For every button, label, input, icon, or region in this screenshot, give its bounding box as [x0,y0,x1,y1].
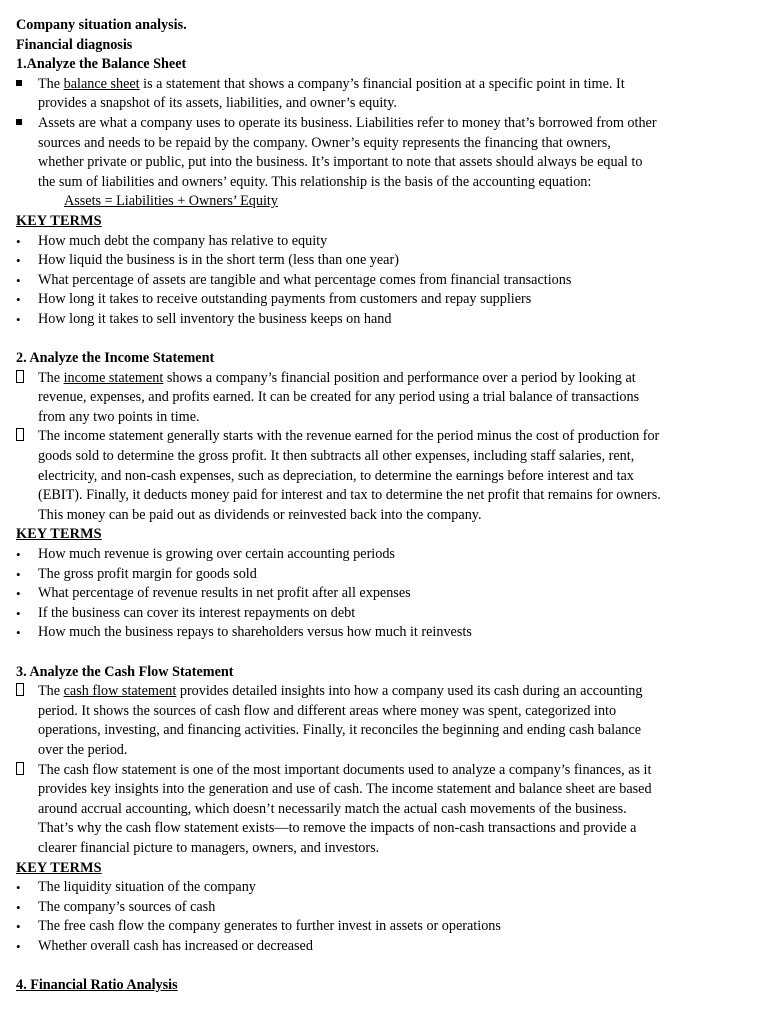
square-bullet-icon [16,75,32,95]
list-item: • How long it takes to receive outstanding payments from customers and repay suppliers [16,290,752,310]
key-terms-heading: KEY TERMS [16,859,102,876]
box-bullet-icon [16,682,32,702]
section-3-heading: 3. Analyze the Cash Flow Statement [16,663,234,680]
key-terms-heading: KEY TERMS [16,212,102,229]
box-bullet-icon [16,761,32,781]
list-item: • How much debt the company has relative to equity [16,232,752,252]
income-statement-link[interactable]: income statement [63,369,164,386]
cash-flow-paragraph: The cash flow statement provides detailed insights into how a company used its cash during an accounting period. It shows the sources of cash flow and different areas where money was spent, categorized into operations, investing, and financing activities. Finally, it reconciles the beginning and ending cash balance over the period. [16,682,752,760]
section-1-heading: 1.Analyze the Balance Sheet [16,56,187,73]
bullet-icon: • [16,919,21,935]
key-terms-list-1 [16,232,752,330]
list-item: • The gross profit margin for goods sold [16,565,752,585]
balance-sheet-link[interactable]: balance sheet [63,75,140,92]
bullet-icon: • [16,566,21,582]
key-terms-list-3 [16,878,752,956]
bullet-icon: • [16,272,21,288]
bullet-icon: • [16,625,21,641]
cash-flow-statement-link[interactable]: cash flow statement [63,683,177,700]
square-bullet-icon [16,114,32,134]
bullet-icon: • [16,292,21,308]
document-title: Company situation analysis. [16,17,187,33]
section-4-heading: 4. Financial Ratio Analysis [16,977,178,994]
list-item: • How long it takes to sell inventory the business keeps on hand [16,310,752,330]
list-item: • How much revenue is growing over certain accounting periods [16,545,752,565]
list-item: • The company’s sources of cash [16,898,752,918]
key-terms-heading: KEY TERMS [16,526,102,543]
cash-flow-detail-paragraph: The cash flow statement is one of the most important documents used to analyze a company’s finances, as it provides key insights into the generation and use of cash. The income statement and balance sheet are based around accrual accounting, which doesn’t necessarily match the actual cash movements of the business. That’s why the cash flow statement exists—to remove the impacts of non-cash transactions and provide a clearer financial picture to managers, owners, and investors. [16,761,752,859]
list-item: • The liquidity situation of the company [16,878,752,898]
bullet-icon: • [16,547,21,563]
list-item: • The free cash flow the company generates to further invest in assets or operations [16,917,752,937]
income-statement-detail-paragraph: The income statement generally starts with the revenue earned for the period minus the cost of production for goods sold to determine the gross profit. It then subtracts all other expenses, including staff salaries, rent, electricity, and non-cash expenses, such as depreciation, to determine the earnings before interest and tax (EBIT). Finally, it deducts money paid for interest and tax to determine the net profit that remains for owners. This money can be paid out as dividends or reinvested back into the company. [16,427,752,525]
list-item: • What percentage of assets are tangible and what percentage comes from financial transactions [16,271,752,291]
bullet-icon: • [16,605,21,621]
box-bullet-icon [16,369,32,389]
box-bullet-icon [16,427,32,447]
bullet-icon: • [16,938,21,954]
balance-sheet-paragraph: The balance sheet is a statement that shows a company’s financial position at a specific point in time. It provides a snapshot of its assets, liabilities, and owner’s equity. [16,75,752,114]
bullet-icon: • [16,253,21,269]
section-2-heading: 2. Analyze the Income Statement [16,350,215,367]
list-item: • What percentage of revenue results in net profit after all expenses [16,584,752,604]
income-statement-paragraph: The income statement shows a company’s financial position and performance over a period by looking at revenue, expenses, and profits earned. It can be created for any period using a trial balance of transactions from any two points in time. [16,369,752,428]
list-item: • Whether overall cash has increased or decreased [16,937,752,957]
list-item: • If the business can cover its interest repayments on debt [16,604,752,624]
bullet-icon: • [16,233,21,249]
bullet-icon: • [16,311,21,327]
bullet-icon: • [16,586,21,602]
bullet-icon: • [16,880,21,896]
accounting-equation: Assets = Liabilities + Owners’ Equity [64,193,278,210]
list-item: • How liquid the business is in the short term (less than one year) [16,251,752,271]
document-subtitle: Financial diagnosis [16,36,133,53]
assets-paragraph: Assets are what a company uses to operate its business. Liabilities refer to money that’s borrowed from other sources and needs to be repaid by the company. Owner’s equity represents the financing that owners, whether private or public, put into the business. It’s important to note that assets should always be equal to the sum of liabilities and owners’ equity. This relationship is the basis of the accounting equation: Assets = Liabilities + Owners’ Equity [16,114,752,212]
list-item: • How much the business repays to shareholders versus how much it reinvests [16,623,752,643]
bullet-icon: • [16,899,21,915]
key-terms-list-2 [16,545,752,643]
